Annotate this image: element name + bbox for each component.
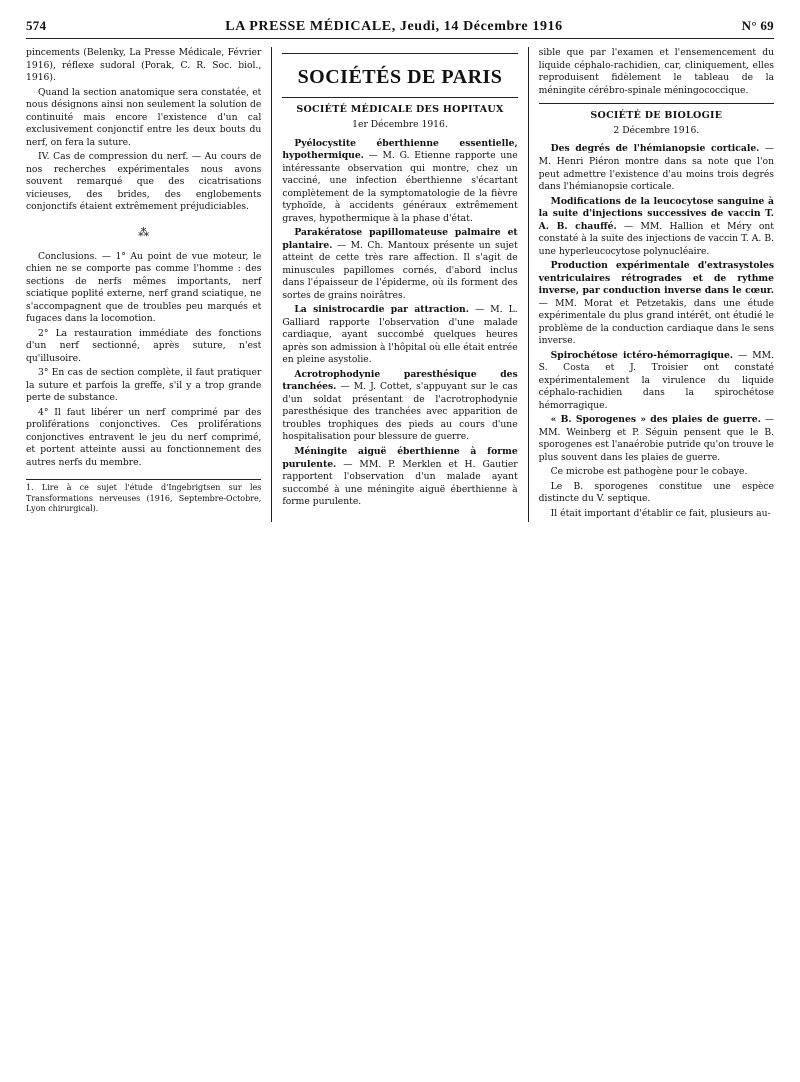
left-column [26,47,261,522]
session-date: 1er Décembre 1916. [352,119,448,131]
article-text: — MM. Weinberg et P. Séguin pensent que le B. sporogenes est l'anaérobie putride qu'on trouve le plus souvent dans les plaies de guerre. [538,414,774,463]
society-title: SOCIÉTÉ MÉDICALE DES HOPITAUX [296,104,504,116]
bio-3 [539,260,774,348]
column-divider [528,47,529,522]
middle-column [282,47,517,522]
rule [282,97,517,98]
bio-1 [539,143,774,193]
left-p5: 2° La restauration immédiate des fonctions d'un nerf sectionné, après suture, n'est qu'illusoire. [26,327,262,364]
left-p4: Conclusions. — 1° Au point de vue moteur, le chien ne se comporte pas comme l'homme : des sections de nerfs mêmes importants, nerf sciatique poplité externe, nerf grand sciatique, ne s'accompagnent que de troubles peu marqués et fugaces dans la locomotion. [26,250,262,325]
bio-6: Ce microbe est pathogène pour le cobaye. [550,466,748,478]
left-p1: pincements (Belenky, La Presse Médicale, Février 1916), réflexe sudoral (Porak, C. R. Soc. biol., 1916). [26,47,262,84]
session-date: 2 Décembre 1916. [613,124,700,136]
article-text: — M. J. Cottet, s'appuyant sur le cas d'un soldat présentant de l'acrotrophodynie paresthésique des tranchées avec apparition de troubles trophiques des pieds au cours d'une hospitalisation pour blessure de guerre. [282,381,518,443]
column-divider [271,47,272,522]
page-header [26,18,774,39]
article-4 [282,369,517,444]
journal-title: LA PRESSE MÉDICALE, Jeudi, 14 Décembre 1916 [225,19,563,34]
article-title: Production expérimentale d'extrasystoles ventriculaires rétrogrades et de rythme inverse, par conduction inverse dans le cœur. [538,260,774,297]
section-stars: ⁂ [138,225,150,239]
article-text: — M. L. Galliard rapporte l'observation d'une malade cardiaque, ayant succombé quelques heures après son admission à l'hôpital où elle était entrée en pleine asystolie. [282,304,518,366]
rule [282,53,517,54]
rule [539,103,774,104]
footnote: 1. Lire à ce sujet l'étude d'Ingebrigtsen sur les Transformations nerveuses (1916, Septembre-Octobre, Lyon chirurgical). [26,479,261,514]
bio-5 [539,414,774,464]
article-text: — MM. P. Merklen et H. Gautier rapportent l'observation d'un malade ayant succombé à une méningite aiguë éberthienne à forme purulente. [282,458,518,508]
article-2 [282,227,517,302]
bio-2 [539,196,774,259]
article-text: — M. G. Etienne rapporte une intéressante observation qui montre, chez un vacciné, une infection éberthienne s'écartant complètement de la symptomatologie de la fièvre typhoïde, à accidents généraux extrêmement graves, hypothermique à la phase d'état. [282,150,518,224]
columns [26,47,774,522]
article-title: Pyélocystite éberthienne essentielle, hypothermique. [282,137,518,162]
article-1 [282,138,517,226]
issue-number: N° 69 [741,18,774,33]
right-p0: sible que par l'examen et l'ensemencement du liquide céphalo-rachidien, car, cliniquement, elles reproduisent fidèlement le tableau de la méningite cérébro-spinale méningococcique. [538,47,774,96]
article-title: La sinistrocardie par attraction. [294,304,469,316]
article-title: Des degrés de l'hémianopsie corticale. [550,143,760,155]
bio-7: Le B. sporogenes constitue une espèce distincte du V. septique. [538,480,774,505]
section-heading: SOCIÉTÉS DE PARIS [297,66,503,88]
article-5 [282,446,517,509]
bio-8: Il était important d'établir ce fait, plusieurs au- [550,507,771,519]
article-text: — MM. Hallion et Méry ont constaté à la suite des injections de vaccin T. A. B. une hyperleucocytose polynucléaire. [538,220,774,257]
bio-4 [539,350,774,413]
right-column [539,47,774,522]
article-text: — MM. S. Costa et J. Troisier ont constaté expérimentalement la virulence du liquide céphalo-rachidien dans la spirochétose hémorragique. [538,349,774,411]
page-number: 574 [26,18,47,33]
article-text: — M. Ch. Mantoux présente un sujet atteint de cette très rare affection. Il s'agit de minuscules papillomes cornés, d'abord inclus dans l'épaisseur de l'épiderme, où ils forment des sortes de grains noirâtres. [282,239,518,301]
article-title: Méningite aiguë éberthienne à forme purulente. [282,445,518,470]
article-title: Modifications de la leucocytose sanguine à la suite d'injections successives de vaccin T. A. B. chauffé. [538,195,774,232]
left-p6: 3° En cas de section complète, il faut pratiquer la suture et parfois la greffe, s'il y a trop grande perte de substance. [26,367,262,404]
article-title: Spirochétose ictéro-hémorragique. [550,349,734,361]
article-title: Acrotrophodynie paresthésique des tranchées. [282,368,518,393]
article-3 [282,304,517,367]
society-title: SOCIÉTÉ DE BIOLOGIE [590,110,723,122]
article-title: « B. Sporogenes » des plaies de guerre. [550,414,761,426]
article-text: — MM. Morat et Petzetakis, dans une étude expérimentale du plus grand intérêt, ont étudié le problème de la conduction cardiaque dans le sens inverse. [538,297,774,347]
left-p7: 4° Il faut libérer un nerf comprimé par des proliférations conjonctives. Ces proliférations conjonctives entravent le jeu du nerf comprimé, et portent atteinte aussi au fonctionnement des autres nerfs du membre. [26,406,262,468]
article-text: — M. Henri Piéron montre dans sa note que l'on peut admettre l'existence d'au moins trois degrés dans l'hémianopsie corticale. [538,143,775,193]
left-p3: IV. Cas de compression du nerf. — Au cours de nos recherches expérimentales nous avons souvent remarqué que des cicatrisations vicieuses, des brides, des englobements conjonctifs étaient extrêmement préjudiciables. [26,151,262,213]
article-title: Parakératose papillomateuse palmaire et plantaire. [282,227,518,251]
left-p2: Quand la section anatomique sera constatée, et nous désignons ainsi non seulement la solution de continuité mais encore l'existence d'un cal exclusivement conjonctif entre les deux bouts du nerf, on fera la suture. [26,86,262,148]
